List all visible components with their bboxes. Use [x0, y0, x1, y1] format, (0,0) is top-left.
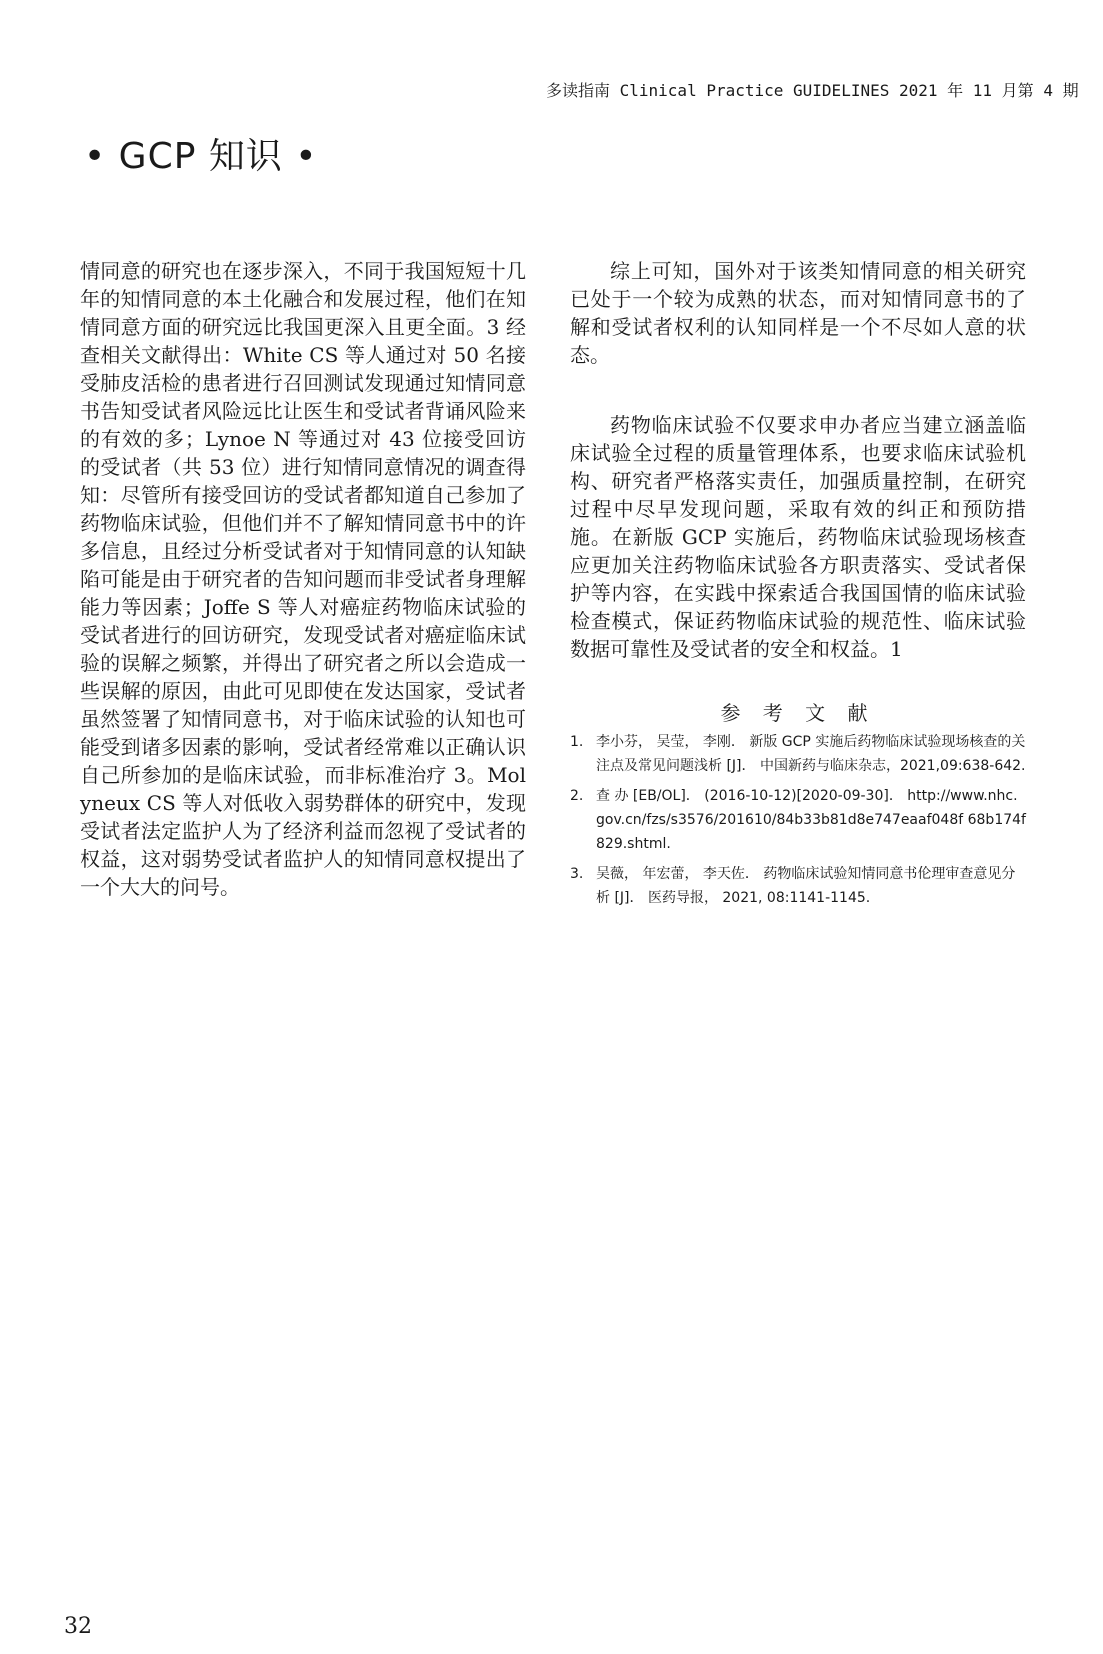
section-title: • GCP 知识 •: [84, 136, 318, 177]
reference-text: 李小芬， 吴莹， 李刚． 新版 GCP 实施后药物临床试验现场核查的关注点及常见问题浅析 [J]． 中国新药与临床杂志，2021,09:638-642.: [596, 734, 1026, 774]
body-paragraph: 药物临床试验不仅要求申办者应当建立涵盖临床试验全过程的质量管理体系，也要求临床试验机构、研究者严格落实责任，加强质量控制，在研究过程中尽早发现问题，采取有效的纠正和预防措施。在新版 GCP 实施后，药物临床试验现场核查应更加关注药物临床试验各方职责落实、受试者保护等内容，在实践中探索适合我国国情的临床试验检查模式，保证药物临床试验的规范性、临床试验数据可靠性及受试者的安全和权益。1: [570, 413, 1026, 661]
reference-item: [570, 862, 1026, 910]
left-column: [80, 257, 526, 901]
running-head: 多读指南 Clinical Practice GUIDELINES 2021 年 11 月第 4 期: [546, 81, 1079, 100]
reference-number: 1.: [570, 734, 584, 750]
right-column: [570, 257, 1026, 663]
reference-number: 3.: [570, 866, 584, 882]
body-paragraph: 综上可知，国外对于该类知情同意的相关研究已处于一个较为成熟的状态，而对知情同意书的了解和受试者权利的认知同样是一个不尽如人意的状态。: [570, 259, 1026, 367]
references-heading: 参 考 文 献: [720, 701, 876, 725]
page-number: 32: [64, 1614, 92, 1639]
reference-text: 查 办 [EB/OL]． (2016-10-12)[2020-09-30]． http://www.nhc.gov.cn/fzs/s3576/201610/84b33b81d8e747eaaf048f 68b174f829.shtml.: [596, 788, 1026, 852]
references-list: [570, 730, 1026, 916]
reference-text: 吴薇， 年宏蕾， 李天佐． 药物临床试验知情同意书伦理审查意见分析 [J]． 医药导报， 2021, 08:1141-1145.: [596, 866, 1016, 906]
body-paragraph: 情同意的研究也在逐步深入，不同于我国短短十几年的知情同意的本土化融合和发展过程，他们在知情同意方面的研究远比我国更深入且更全面。3 经查相关文献得出：White CS 等人通过对 50 名接受肺皮活检的患者进行召回测试发现通过知情同意书告知受试者风险远比让医生和受试者背诵风险来的有效的多；Lynoe N 等通过对 43 位接受回访的受试者（共 53 位）进行知情同意情况的调查得知：尽管所有接受回访的受试者都知道自己参加了药物临床试验，但他们并不了解知情同意书中的许多信息，且经过分析受试者对于知情同意的认知缺陷可能是由于研究者的告知问题而非受试者身理解能力等因素；Joffe S 等人对癌症药物临床试验的受试者进行的回访研究，发现受试者对癌症临床试验的误解之频繁，并得出了研究者之所以会造成一些误解的原因，由此可见即使在发达国家，受试者虽然签署了知情同意书，对于临床试验的认知也可能受到诸多因素的影响，受试者经常难以正确认识自己所参加的是临床试验，而非标准治疗 3。Molyneux CS 等人对低收入弱势群体的研究中，发现受试者法定监护人为了经济利益而忽视了受试者的权益，这对弱势受试者监护人的知情同意权提出了一个大大的问号。: [80, 259, 526, 899]
reference-item: [570, 730, 1026, 778]
reference-item: [570, 784, 1026, 856]
reference-number: 2.: [570, 788, 584, 804]
